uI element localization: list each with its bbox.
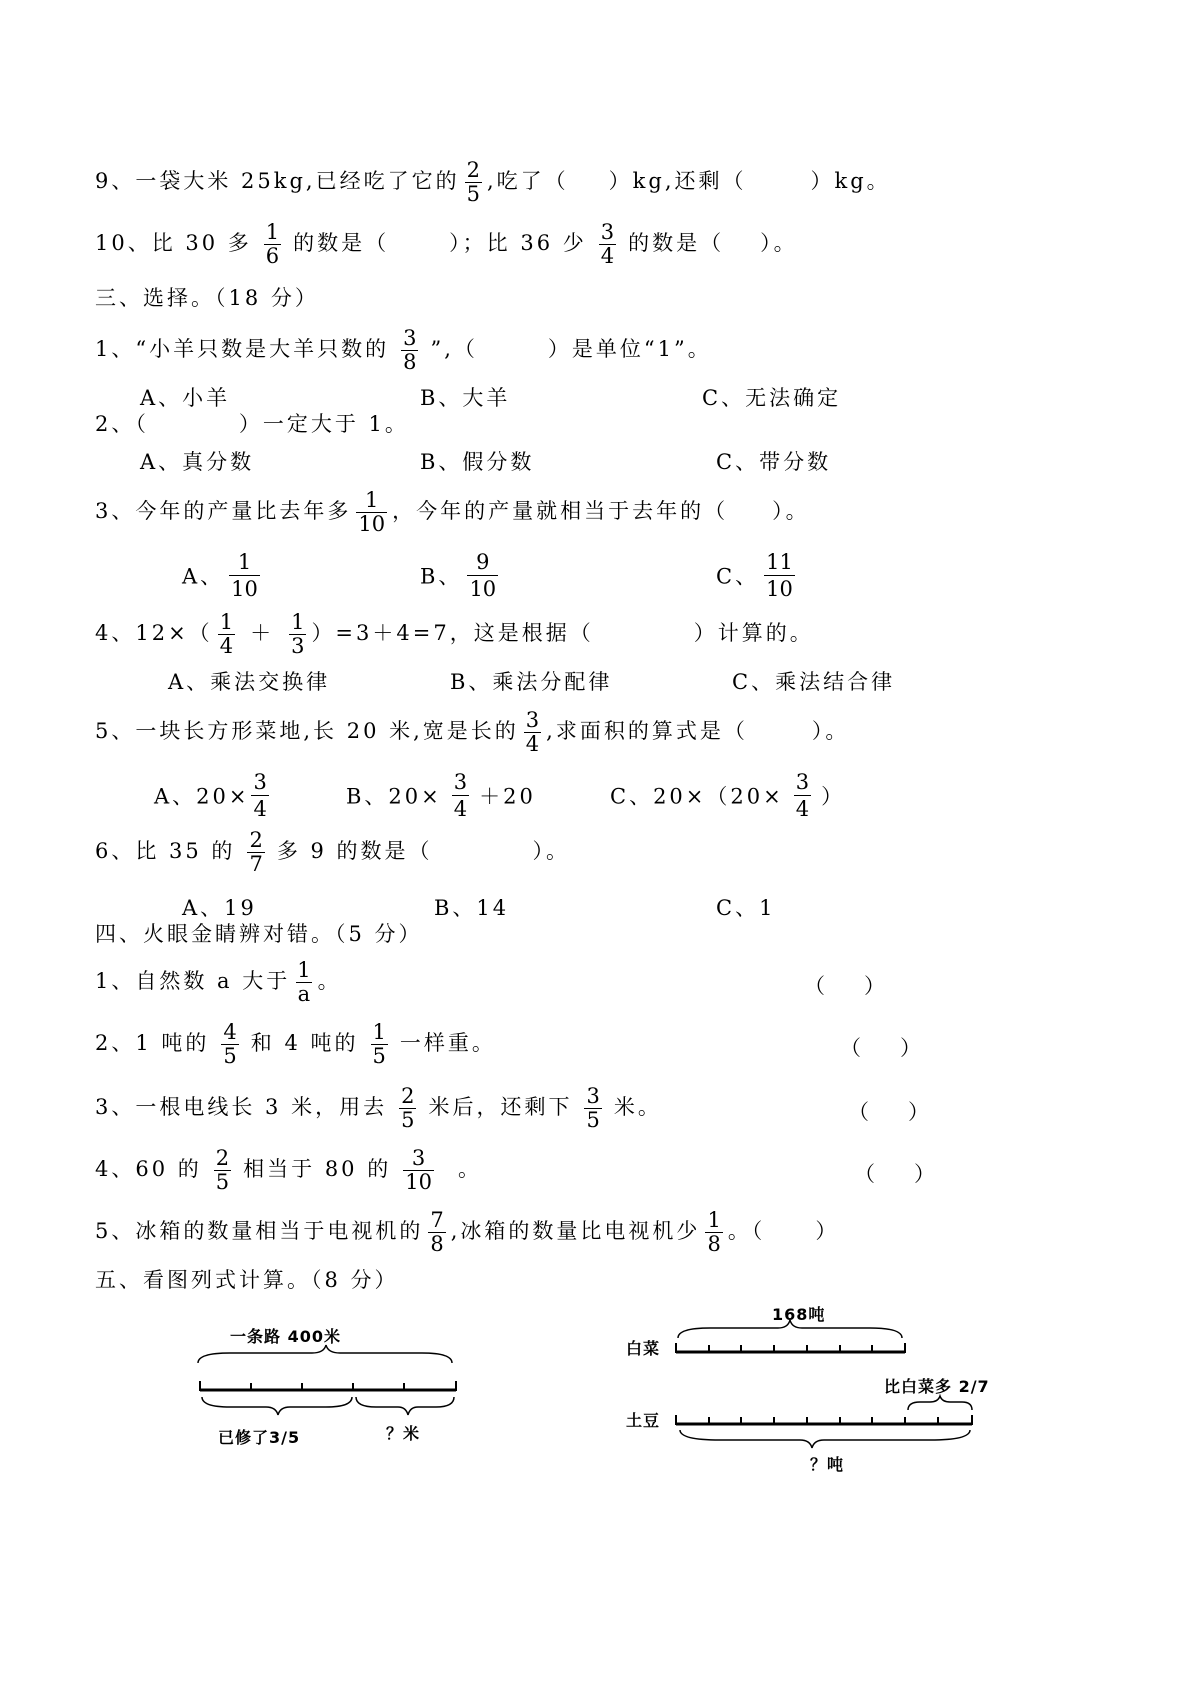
built-label: 已修了3/5 [218,1428,301,1447]
potato-label: 土豆 [626,1411,661,1430]
fraction: $\frac{7}{8}$ [430,1208,444,1256]
option-b: B、假分数 [420,450,535,474]
fraction: $\frac{2}{5}$ [466,158,480,206]
judge-answer-box[interactable]: （ ） [854,1162,938,1186]
option-c: C、带分数 [716,450,832,474]
fraction: $\frac{3}{4}$ [525,708,540,756]
fraction: $\frac{3}{4}$ [453,770,468,821]
option-a: A、19 [182,896,257,920]
fraction: $\frac{1}{5}$ [372,1020,386,1068]
extra-brace [908,1396,972,1410]
fraction: $\frac{1}{3}$ [291,610,305,658]
fraction: $\frac{4}{5}$ [223,1020,237,1068]
judge-question-2: 2、1 吨的 $\frac{4}{5}$ 和 4 吨的 $\frac{1}{5}$ 一样重。 [95,1020,496,1068]
choice-question-5: 5、一块长方形菜地,长 20 米,宽是长的 $\frac{3}{4}$ ,求面积的算式是（ ）。 [95,708,850,756]
road-diagram [190,1315,480,1455]
fraction: $\frac{1}{4}$ [219,610,234,658]
option-b: B、大羊 [420,386,511,410]
fraction: $\frac{1}{10}$ [358,488,386,536]
option-a: A、 $\frac{1}{10}$ [182,550,258,601]
section-5-heading: 五、看图列式计算。（8 分） [95,1268,399,1292]
question-10: 10、比 30 多 $\frac{1}{6}$ 的数是（ ）；比 36 少 $\frac{3}{4}$ 的数是（ ）。 [95,220,798,268]
choice-question-4: 4、12×（ $\frac{1}{4}$ ＋ $\frac{1}{3}$ ）=3＋4=7，这是根据（ ）计算的。 [95,610,814,658]
section-3-heading: 三、选择。（18 分） [95,286,319,310]
fraction: $\frac{1}{8}$ [707,1208,721,1256]
option-a: A、乘法交换律 [168,670,331,694]
option-c: C、无法确定 [702,386,842,410]
option-b: B、14 [434,896,510,920]
fraction: $\frac{1}{10}$ [231,550,258,601]
cabbage-potato-diagram [620,1300,1030,1475]
option-b: B、20× $\frac{3}{4}$ ＋20 [346,770,536,821]
option-c: C、20×（20× $\frac{3}{4}$ ） [610,770,846,821]
option-c: C、1 [716,896,776,920]
judge-answer-box[interactable]: （ ） [804,974,888,998]
fraction: $\frac{2}{7}$ [249,828,263,876]
judge-answer-box[interactable]: （ ） [840,1036,924,1060]
judge-question-5: 5、冰箱的数量相当于电视机的 $\frac{7}{8}$ ,冰箱的数量比电视机少 $\frac{1}{8}$ 。（ ） [95,1208,840,1256]
extra-note-label: 比白菜多 2/7 [884,1377,990,1396]
choice-question-6: 6、比 35 的 $\frac{2}{7}$ 多 9 的数是（ ）。 [95,828,571,876]
option-c: C、 $\frac{11}{10}$ [716,550,793,601]
fraction: $\frac{3}{10}$ [405,1146,432,1194]
option-c: C、乘法结合律 [732,670,896,694]
cabbage-total-label: 168吨 [772,1305,826,1324]
fraction: $\frac{9}{10}$ [469,550,497,601]
fraction: $\frac{3}{8}$ [403,326,417,374]
fraction: $\frac{3}{4}$ [253,770,267,821]
remaining-label: ？米 [386,1424,421,1443]
fraction: $\frac{1}{a}$ [297,958,311,1006]
fraction: $\frac{11}{10}$ [766,550,793,601]
remaining-brace [356,1397,454,1415]
choice-question-2: 2、（ ）一定大于 1。 [95,412,409,436]
road-total-label: 一条路 400米 [230,1327,341,1346]
choice-question-3: 3、今年的产量比去年多 $\frac{1}{10}$ ，今年的产量就相当于去年的（ ）。 [95,488,810,536]
fraction: $\frac{3}{5}$ [586,1084,600,1132]
total-brace [198,1345,452,1363]
fraction: $\frac{2}{5}$ [215,1146,230,1194]
option-a: A、真分数 [140,450,255,474]
section-4-heading: 四、火眼金睛辨对错。（5 分） [95,922,423,946]
option-b: B、乘法分配律 [450,670,613,694]
judge-question-4: 4、60 的 $\frac{2}{5}$ 相当于 80 的 $\frac{3}{10}$ 。 [95,1146,482,1194]
choice-question-1: 1、“小羊只数是大羊只数的 $\frac{3}{8}$ ”,（ ）是单位“1”。 [95,326,712,374]
cabbage-label: 白菜 [626,1339,661,1358]
question-9: 9、一袋大米 25kg,已经吃了它的 $\frac{2}{5}$ ,吃了（ ）kg,还剩（ ）kg。 [95,158,891,206]
potato-total-label: ？吨 [810,1455,845,1474]
option-a: A、20× $\frac{3}{4}$ [154,770,267,821]
fraction: $\frac{1}{6}$ [265,220,280,268]
option-b: B、 $\frac{9}{10}$ [420,550,497,601]
judge-question-1: 1、自然数 a 大于 $\frac{1}{a}$ 。 [95,958,342,1006]
fraction: $\frac{3}{4}$ [795,770,810,821]
built-brace [202,1397,352,1415]
judge-question-3: 3、一根电线长 3 米，用去 $\frac{2}{5}$ 米后，还剩下 $\frac{3}{5}$ 米。 [95,1084,662,1132]
judge-answer-box[interactable]: （ ） [848,1100,932,1124]
fraction: $\frac{3}{4}$ [600,220,615,268]
potato-brace [680,1430,970,1448]
option-a: A、小羊 [140,386,231,410]
fraction: $\frac{2}{5}$ [401,1084,415,1132]
